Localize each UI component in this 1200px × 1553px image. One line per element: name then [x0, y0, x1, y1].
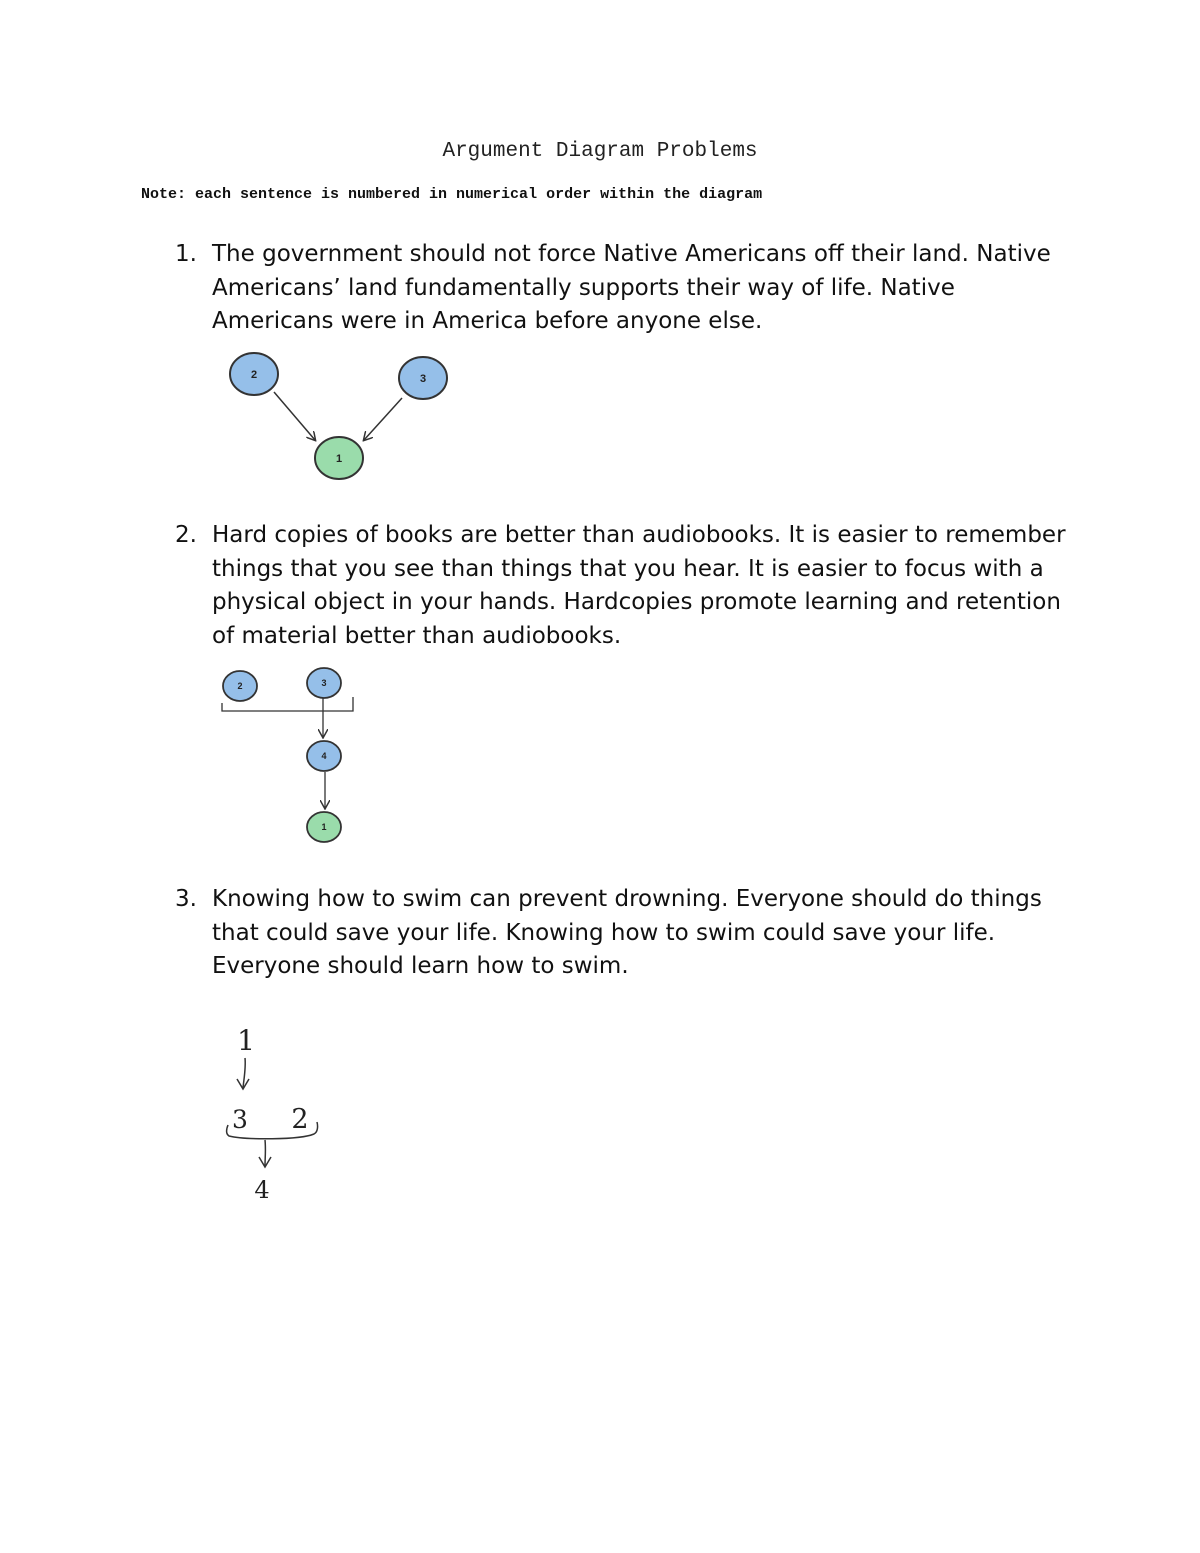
problem-text: Hard copies of books are better than audiobooks. It is easier to remember things that you see than things that you hear. It is easier to focus with a physical object in your hands. Hardcopies promote learning and retention of material better than audiobooks.: [212, 522, 1066, 649]
node-label: 2: [250, 369, 258, 381]
hand-node-label: 1: [237, 1024, 255, 1057]
node-label: 4: [321, 751, 327, 761]
page-title: Argument Diagram Problems: [442, 140, 758, 163]
node-label: 1: [335, 453, 343, 465]
problem-number: 3.: [175, 886, 197, 912]
hand-node-label: 4: [254, 1176, 270, 1204]
problem-number: 1.: [175, 241, 197, 267]
diagram-1: [230, 353, 447, 479]
arrow: [274, 392, 315, 440]
node-label: 3: [321, 678, 327, 688]
node-label: 1: [321, 822, 327, 832]
hand-arrow: [243, 1058, 245, 1088]
problem-number: 2.: [175, 522, 197, 548]
diagram-2: [222, 668, 353, 842]
problem-text: The government should not force Native Americans off their land. Native Americans’ land fundamentally supports their way of life. Native Americans were in America before anyone else.: [212, 241, 1051, 334]
node-label: 3: [419, 373, 427, 385]
hand-node-label: 2: [291, 1104, 309, 1135]
diagram-3: [227, 1024, 318, 1204]
node-label: 2: [237, 681, 243, 691]
arrow: [364, 398, 402, 440]
problem-text: Knowing how to swim can prevent drowning. Everyone should do things that could save your life. Knowing how to swim could save your life. Everyone should learn how to swim.: [212, 886, 1042, 979]
hand-node-label: 3: [232, 1105, 248, 1134]
note-text: Note: each sentence is numbered in numerical order within the diagram: [141, 186, 763, 203]
